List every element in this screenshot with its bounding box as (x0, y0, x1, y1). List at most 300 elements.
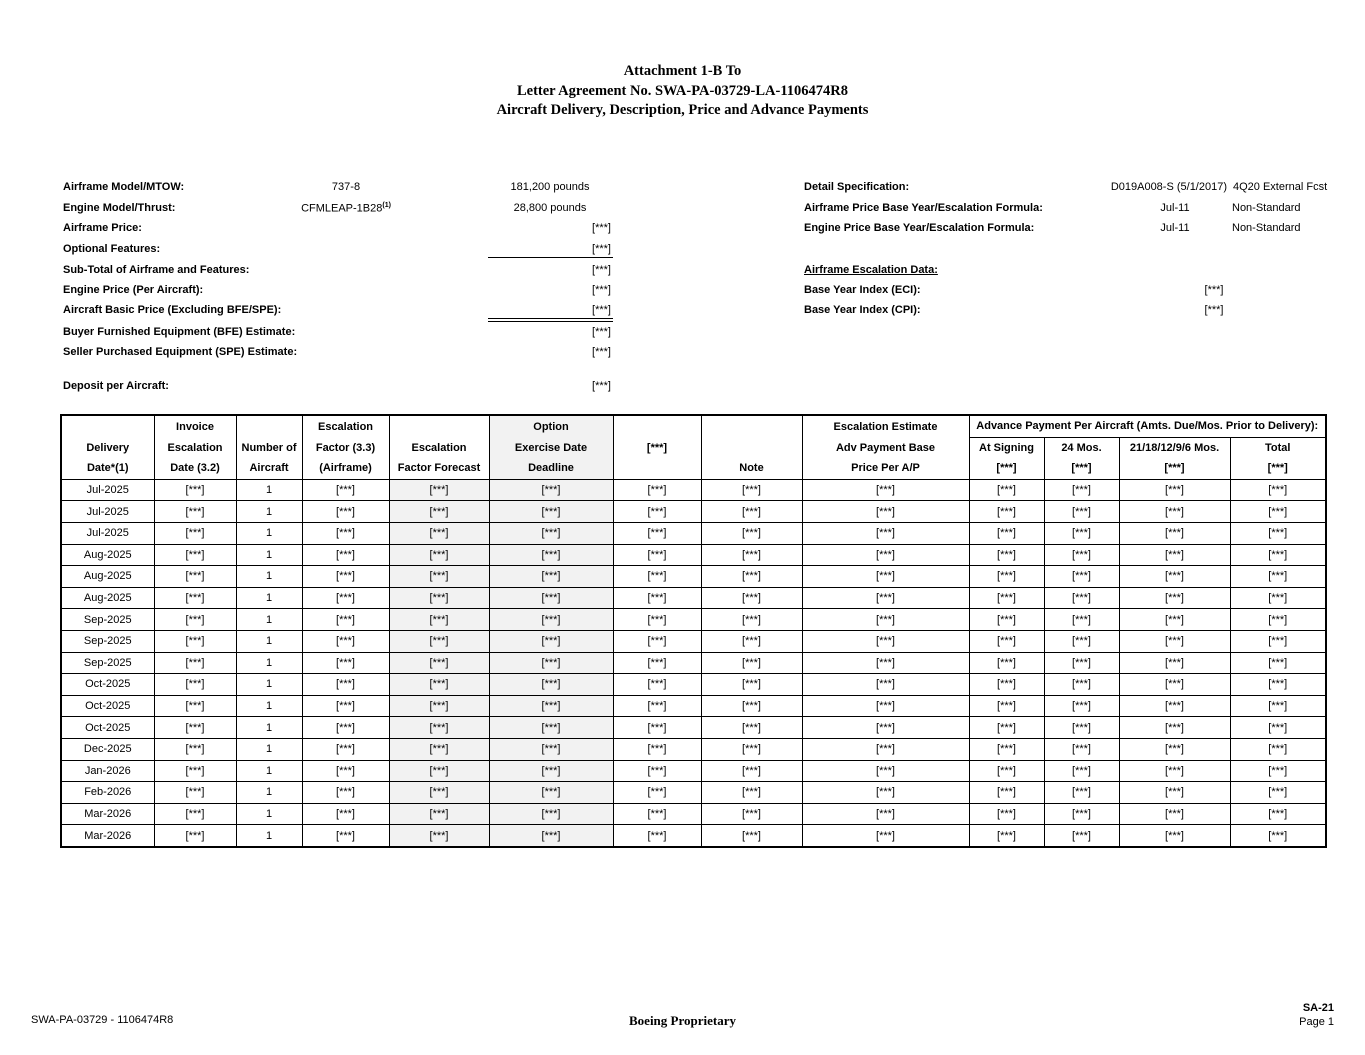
table-cell: 1 (236, 674, 302, 696)
table-cell: [***] (1119, 695, 1230, 717)
table-cell: [***] (389, 825, 489, 847)
bfe-value: [***] (592, 326, 611, 338)
table-cell: [***] (802, 544, 969, 566)
table-cell: [***] (389, 522, 489, 544)
header-cell: Note (701, 458, 802, 479)
table-cell: [***] (154, 738, 236, 760)
table-cell: [***] (1230, 479, 1326, 501)
engine-thrust-value: 28,800 pounds (513, 202, 587, 214)
table-cell: Jul-2025 (61, 501, 154, 523)
table-cell: [***] (613, 479, 701, 501)
table-cell: [***] (389, 544, 489, 566)
table-cell: Oct-2025 (61, 717, 154, 739)
table-cell: [***] (302, 566, 389, 588)
header-cell: Adv Payment Base (802, 437, 969, 458)
table-cell: [***] (1119, 544, 1230, 566)
subtotal-label: Sub-Total of Airframe and Features: (63, 264, 250, 276)
table-cell: [***] (701, 652, 802, 674)
table-cell: [***] (802, 825, 969, 847)
table-cell: 1 (236, 782, 302, 804)
deposit-value: [***] (592, 380, 611, 392)
escalation-data-heading: Airframe Escalation Data: (804, 264, 938, 276)
table-cell: [***] (389, 566, 489, 588)
table-cell: [***] (1230, 825, 1326, 847)
table-cell: [***] (302, 501, 389, 523)
footer-page-number: Page 1 (1299, 1016, 1334, 1028)
footer-sa-number: SA-21 (1302, 1002, 1334, 1014)
detail-spec-forecast: 4Q20 External Fcst (1233, 181, 1328, 193)
table-cell: 1 (236, 803, 302, 825)
table-cell: [***] (389, 782, 489, 804)
table-cell: [***] (1044, 566, 1119, 588)
table-cell: 1 (236, 760, 302, 782)
table-cell: [***] (302, 782, 389, 804)
table-cell: [***] (1119, 652, 1230, 674)
table-cell: Jul-2025 (61, 522, 154, 544)
table-cell: [***] (489, 695, 613, 717)
table-cell: [***] (489, 825, 613, 847)
table-cell: [***] (1044, 674, 1119, 696)
table-cell: [***] (802, 803, 969, 825)
table-cell: [***] (969, 479, 1044, 501)
table-cell: [***] (302, 652, 389, 674)
table-cell: [***] (302, 695, 389, 717)
table-row (61, 738, 1326, 760)
table-cell: [***] (613, 544, 701, 566)
table-cell: [***] (154, 674, 236, 696)
eci-label: Base Year Index (ECI): (804, 284, 921, 296)
table-cell: [***] (802, 587, 969, 609)
table-cell: [***] (802, 738, 969, 760)
table-cell: [***] (1044, 782, 1119, 804)
spe-label: Seller Purchased Equipment (SPE) Estimate: (63, 346, 298, 358)
header-cell: Factor Forecast (389, 458, 489, 479)
table-cell: [***] (802, 630, 969, 652)
header-cell (701, 415, 802, 437)
header-cell: Aircraft (236, 458, 302, 479)
table-cell: [***] (701, 674, 802, 696)
table-cell: [***] (1044, 760, 1119, 782)
table-cell: [***] (1044, 803, 1119, 825)
table-cell: [***] (969, 695, 1044, 717)
table-row (61, 782, 1326, 804)
table-cell: 1 (236, 544, 302, 566)
header-cell: [***] (1230, 458, 1326, 479)
table-cell: [***] (1044, 479, 1119, 501)
table-cell: [***] (969, 609, 1044, 631)
table-cell: 1 (236, 825, 302, 847)
header-cell (61, 415, 154, 437)
table-cell: [***] (154, 501, 236, 523)
header-cell: Escalation Estimate (802, 415, 969, 437)
table-cell: [***] (701, 522, 802, 544)
table-cell: [***] (489, 566, 613, 588)
table-cell: 1 (236, 630, 302, 652)
detail-spec-value: D019A008-S (5/1/2017) (1110, 181, 1227, 193)
table-cell: [***] (1230, 609, 1326, 631)
table-cell: [***] (1230, 544, 1326, 566)
table-cell: [***] (613, 587, 701, 609)
table-cell: [***] (701, 544, 802, 566)
table-cell: [***] (489, 782, 613, 804)
table-cell: [***] (489, 609, 613, 631)
engine-base-year: Jul-11 (1160, 222, 1190, 234)
table-cell: [***] (489, 587, 613, 609)
footer-document-id: SWA-PA-03729 - 1106474R8 (31, 1014, 174, 1026)
table-cell: [***] (489, 760, 613, 782)
engine-model-footnote: (1) (382, 202, 391, 209)
table-cell: [***] (701, 630, 802, 652)
airframe-base-formula: Non-Standard (1232, 202, 1301, 214)
table-cell: [***] (802, 695, 969, 717)
detail-spec-label: Detail Specification: (804, 181, 910, 193)
table-cell: [***] (613, 566, 701, 588)
table-row (61, 479, 1326, 501)
table-cell: [***] (302, 479, 389, 501)
header-cell: Escalation (389, 437, 489, 458)
table-cell: [***] (1119, 479, 1230, 501)
header-cell: At Signing (969, 437, 1044, 458)
table-cell: [***] (701, 825, 802, 847)
table-header-row-3 (61, 458, 1326, 479)
table-cell: [***] (1119, 738, 1230, 760)
title-line-3: Aircraft Delivery, Description, Price and Advance Payments (496, 102, 869, 118)
table-cell: [***] (1230, 587, 1326, 609)
table-cell: [***] (489, 738, 613, 760)
table-cell: [***] (154, 652, 236, 674)
table-cell: [***] (969, 566, 1044, 588)
table-row (61, 695, 1326, 717)
engine-price-value: [***] (592, 284, 611, 296)
table-cell: [***] (389, 609, 489, 631)
table-cell: [***] (613, 738, 701, 760)
eci-value: [***] (1204, 284, 1224, 296)
header-cell: 24 Mos. (1044, 437, 1119, 458)
basic-price-double-rule-top (488, 318, 613, 319)
header-cell: Factor (3.3) (302, 437, 389, 458)
table-cell: [***] (969, 587, 1044, 609)
header-cell: Escalation (302, 415, 389, 437)
airframe-base-year: Jul-11 (1160, 202, 1190, 214)
table-cell: [***] (701, 803, 802, 825)
airframe-price-value: [***] (592, 222, 611, 234)
table-row (61, 803, 1326, 825)
table-cell: Mar-2026 (61, 825, 154, 847)
table-cell: [***] (1044, 522, 1119, 544)
table-cell: 1 (236, 717, 302, 739)
header-cell: Advance Payment Per Aircraft (Amts. Due/Mos. Prior to Delivery): (969, 415, 1326, 437)
table-cell: [***] (389, 587, 489, 609)
table-cell: [***] (389, 803, 489, 825)
engine-base-formula: Non-Standard (1232, 222, 1301, 234)
table-cell: [***] (154, 782, 236, 804)
header-cell (701, 437, 802, 458)
header-cell: [***] (1044, 458, 1119, 479)
table-cell: [***] (1044, 825, 1119, 847)
header-cell: [***] (969, 458, 1044, 479)
table-cell: [***] (613, 803, 701, 825)
table-cell: [***] (802, 566, 969, 588)
table-cell: [***] (613, 760, 701, 782)
table-cell: Jul-2025 (61, 479, 154, 501)
table-row (61, 609, 1326, 631)
table-cell: [***] (1119, 501, 1230, 523)
table-cell: Oct-2025 (61, 674, 154, 696)
table-row (61, 501, 1326, 523)
table-cell: [***] (969, 825, 1044, 847)
table-cell: [***] (489, 717, 613, 739)
optional-features-value: [***] (592, 243, 611, 255)
table-cell: [***] (302, 717, 389, 739)
table-cell: [***] (489, 652, 613, 674)
header-cell: Deadline (489, 458, 613, 479)
header-cell: Number of (236, 437, 302, 458)
table-cell: [***] (1119, 587, 1230, 609)
table-cell: [***] (1230, 566, 1326, 588)
table-cell: [***] (389, 630, 489, 652)
table-cell: [***] (701, 566, 802, 588)
table-cell: Mar-2026 (61, 803, 154, 825)
basic-price-label: Aircraft Basic Price (Excluding BFE/SPE): (63, 304, 282, 316)
header-cell (236, 415, 302, 437)
table-cell: 1 (236, 609, 302, 631)
table-cell: [***] (302, 544, 389, 566)
table-cell: Dec-2025 (61, 738, 154, 760)
table-cell: [***] (613, 652, 701, 674)
table-cell: [***] (613, 630, 701, 652)
table-cell: [***] (1230, 760, 1326, 782)
airframe-base-label: Airframe Price Base Year/Escalation Formula: (804, 202, 1043, 214)
table-row (61, 652, 1326, 674)
table-cell: [***] (154, 760, 236, 782)
table-cell: [***] (154, 479, 236, 501)
table-cell: 1 (236, 479, 302, 501)
table-cell: [***] (613, 674, 701, 696)
title-line-1: Attachment 1-B To (623, 63, 742, 79)
table-cell: [***] (802, 501, 969, 523)
header-cell: Exercise Date (489, 437, 613, 458)
table-cell: [***] (389, 501, 489, 523)
table-cell: [***] (1230, 738, 1326, 760)
table-cell: Oct-2025 (61, 695, 154, 717)
table-cell: [***] (302, 587, 389, 609)
spe-value: [***] (592, 346, 611, 358)
header-cell: Price Per A/P (802, 458, 969, 479)
header-cell: (Airframe) (302, 458, 389, 479)
table-cell: [***] (389, 674, 489, 696)
table-cell: [***] (701, 717, 802, 739)
table-cell: [***] (1119, 522, 1230, 544)
table-cell: 1 (236, 587, 302, 609)
table-cell: [***] (701, 760, 802, 782)
table-cell: [***] (969, 630, 1044, 652)
table-cell: 1 (236, 652, 302, 674)
table-cell: Aug-2025 (61, 544, 154, 566)
table-row (61, 630, 1326, 652)
table-cell: [***] (701, 587, 802, 609)
table-cell: [***] (1230, 782, 1326, 804)
table-cell: [***] (613, 717, 701, 739)
table-cell: [***] (302, 630, 389, 652)
table-cell: [***] (389, 717, 489, 739)
header-cell: Delivery (61, 437, 154, 458)
table-cell: [***] (1119, 630, 1230, 652)
cpi-value: [***] (1204, 304, 1224, 316)
table-cell: [***] (154, 630, 236, 652)
header-cell (613, 415, 701, 437)
airframe-price-label: Airframe Price: (63, 222, 142, 234)
table-cell: [***] (802, 717, 969, 739)
table-row (61, 544, 1326, 566)
table-cell: [***] (969, 674, 1044, 696)
table-cell: [***] (969, 738, 1044, 760)
title-line-2: Letter Agreement No. SWA-PA-03729-LA-1106474R8 (516, 82, 849, 99)
table-cell: 1 (236, 695, 302, 717)
table-row (61, 760, 1326, 782)
table-cell: [***] (302, 803, 389, 825)
table-cell: [***] (302, 609, 389, 631)
table-cell: [***] (1230, 630, 1326, 652)
table-cell: [***] (1119, 609, 1230, 631)
table-cell: [***] (1119, 566, 1230, 588)
table-cell: Aug-2025 (61, 587, 154, 609)
table-body (61, 479, 1326, 847)
table-cell: 1 (236, 501, 302, 523)
table-cell: [***] (154, 695, 236, 717)
table-cell: [***] (701, 609, 802, 631)
table-cell: [***] (389, 695, 489, 717)
table-cell: Sep-2025 (61, 630, 154, 652)
header-cell: [***] (613, 437, 701, 458)
basic-price-value: [***] (592, 304, 611, 316)
deposit-label: Deposit per Aircraft: (63, 380, 169, 392)
table-cell: [***] (613, 609, 701, 631)
table-cell: [***] (701, 695, 802, 717)
table-cell: [***] (802, 522, 969, 544)
document-title (0, 62, 1365, 121)
subtotal-value: [***] (592, 264, 611, 276)
table-cell: [***] (701, 782, 802, 804)
table-cell: [***] (1044, 652, 1119, 674)
table-cell: [***] (389, 479, 489, 501)
table-cell: [***] (1044, 630, 1119, 652)
table-cell: [***] (389, 652, 489, 674)
table-cell: [***] (969, 803, 1044, 825)
table-cell: [***] (969, 760, 1044, 782)
table-cell: [***] (302, 522, 389, 544)
airframe-mtow-value: 181,200 pounds (510, 181, 590, 193)
table-cell: [***] (613, 522, 701, 544)
table-row (61, 717, 1326, 739)
table-cell: [***] (1119, 825, 1230, 847)
header-cell: Escalation (154, 437, 236, 458)
table-cell: [***] (1044, 695, 1119, 717)
table-cell: Sep-2025 (61, 652, 154, 674)
header-cell: Date*(1) (61, 458, 154, 479)
cpi-label: Base Year Index (CPI): (804, 304, 921, 316)
table-cell: [***] (302, 738, 389, 760)
table-cell: [***] (802, 760, 969, 782)
table-cell: [***] (1230, 652, 1326, 674)
table-cell: Jan-2026 (61, 760, 154, 782)
table-cell: [***] (802, 674, 969, 696)
table-cell: [***] (302, 760, 389, 782)
table-cell: [***] (389, 760, 489, 782)
table-row (61, 522, 1326, 544)
table-cell: [***] (613, 825, 701, 847)
engine-base-label: Engine Price Base Year/Escalation Formula: (804, 222, 1035, 234)
table-cell: Feb-2026 (61, 782, 154, 804)
table-cell: [***] (802, 479, 969, 501)
table-cell: [***] (969, 522, 1044, 544)
table-cell: 1 (236, 738, 302, 760)
table-row (61, 566, 1326, 588)
table-cell: [***] (1230, 674, 1326, 696)
table-cell: 1 (236, 566, 302, 588)
engine-model-value (286, 202, 406, 215)
table-cell: [***] (1230, 717, 1326, 739)
table-cell: [***] (154, 587, 236, 609)
table-cell: [***] (969, 652, 1044, 674)
engine-model-text: CFMLEAP-1B28 (301, 202, 383, 215)
table-cell: 1 (236, 522, 302, 544)
table-row (61, 587, 1326, 609)
airframe-model-value: 737-8 (331, 181, 361, 193)
table-cell: Sep-2025 (61, 609, 154, 631)
table-cell: [***] (1044, 738, 1119, 760)
footer-page-info (1299, 1001, 1334, 1029)
table-cell: [***] (1119, 760, 1230, 782)
table-cell: [***] (1119, 717, 1230, 739)
header-cell: Date (3.2) (154, 458, 236, 479)
table-cell: [***] (154, 544, 236, 566)
table-cell: [***] (1044, 587, 1119, 609)
table-cell: [***] (1044, 609, 1119, 631)
table-cell: [***] (802, 782, 969, 804)
table-cell: [***] (613, 782, 701, 804)
table-cell: [***] (1119, 674, 1230, 696)
table-cell: [***] (1230, 501, 1326, 523)
airframe-model-label: Airframe Model/MTOW: (63, 181, 185, 193)
table-cell: [***] (302, 825, 389, 847)
table-cell: [***] (1044, 501, 1119, 523)
engine-model-label: Engine Model/Thrust: (63, 202, 176, 214)
table-cell: [***] (489, 544, 613, 566)
delivery-schedule-table (60, 414, 1327, 848)
table-cell: [***] (802, 652, 969, 674)
table-cell: [***] (969, 717, 1044, 739)
table-cell: [***] (1044, 544, 1119, 566)
engine-price-label: Engine Price (Per Aircraft): (63, 284, 204, 296)
table-cell: [***] (489, 630, 613, 652)
table-cell: [***] (701, 501, 802, 523)
table-cell: [***] (802, 609, 969, 631)
table-cell: [***] (154, 825, 236, 847)
table-cell: [***] (969, 501, 1044, 523)
table-row (61, 825, 1326, 847)
table-cell: [***] (489, 803, 613, 825)
header-cell (613, 458, 701, 479)
header-cell: Option (489, 415, 613, 437)
table-cell: [***] (154, 609, 236, 631)
table-header-row-2 (61, 437, 1326, 458)
table-header-row-1 (61, 415, 1326, 437)
table-cell: [***] (154, 803, 236, 825)
table-cell: [***] (389, 738, 489, 760)
header-cell: Total (1230, 437, 1326, 458)
table-cell: Aug-2025 (61, 566, 154, 588)
optional-features-label: Optional Features: (63, 243, 161, 255)
